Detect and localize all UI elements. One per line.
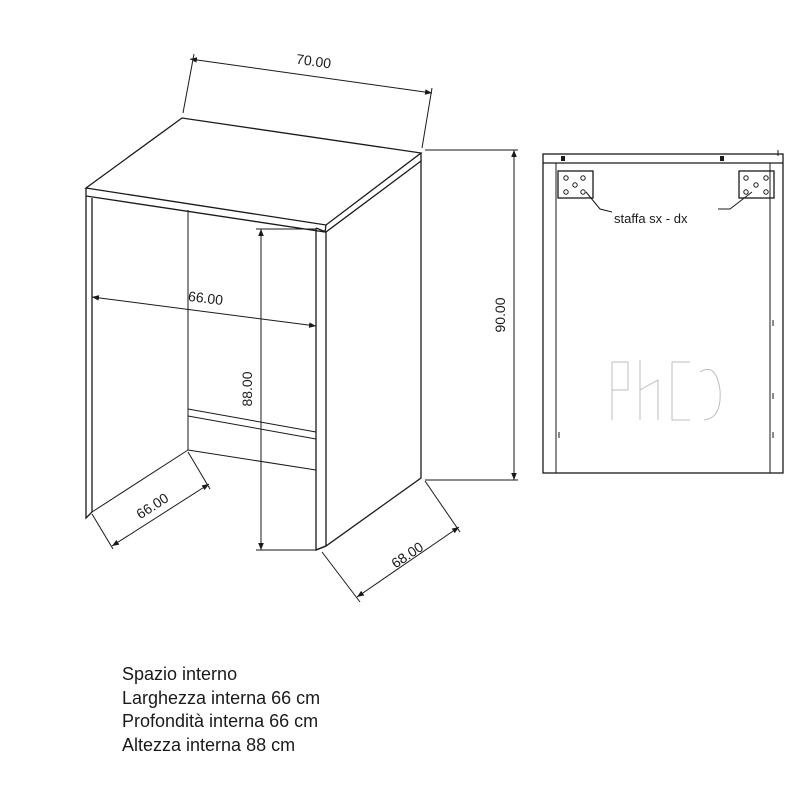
front-view [543,150,783,473]
bracket-right [739,171,774,198]
dim-total-depth: 68.00 [388,538,427,572]
dim-total-height: 90.00 [492,297,508,333]
isometric-dimensions [92,51,518,602]
dim-inner-depth: 66.00 [133,489,172,523]
specs-title: Spazio interno [122,664,238,684]
internal-space-specs [122,663,320,757]
top-panel [86,118,421,225]
top-panel-edge [86,188,326,232]
kick-plate [188,409,316,470]
dim-total-width: 70.00 [295,50,333,72]
spec-inner-height: Altezza interna 88 cm [122,734,296,755]
watermark [612,360,720,420]
left-side-panel [86,196,92,518]
spec-inner-depth: Profondità interna 66 cm [122,711,319,732]
dim-inner-height: 88.00 [239,371,255,407]
spec-inner-width: Larghezza interna 66 cm [122,687,321,708]
dim-inner-width: 66.00 [187,287,224,309]
isometric-cabinet [86,118,421,550]
bracket-label: staffa sx - dx [614,211,688,226]
right-side-panel [316,161,421,550]
